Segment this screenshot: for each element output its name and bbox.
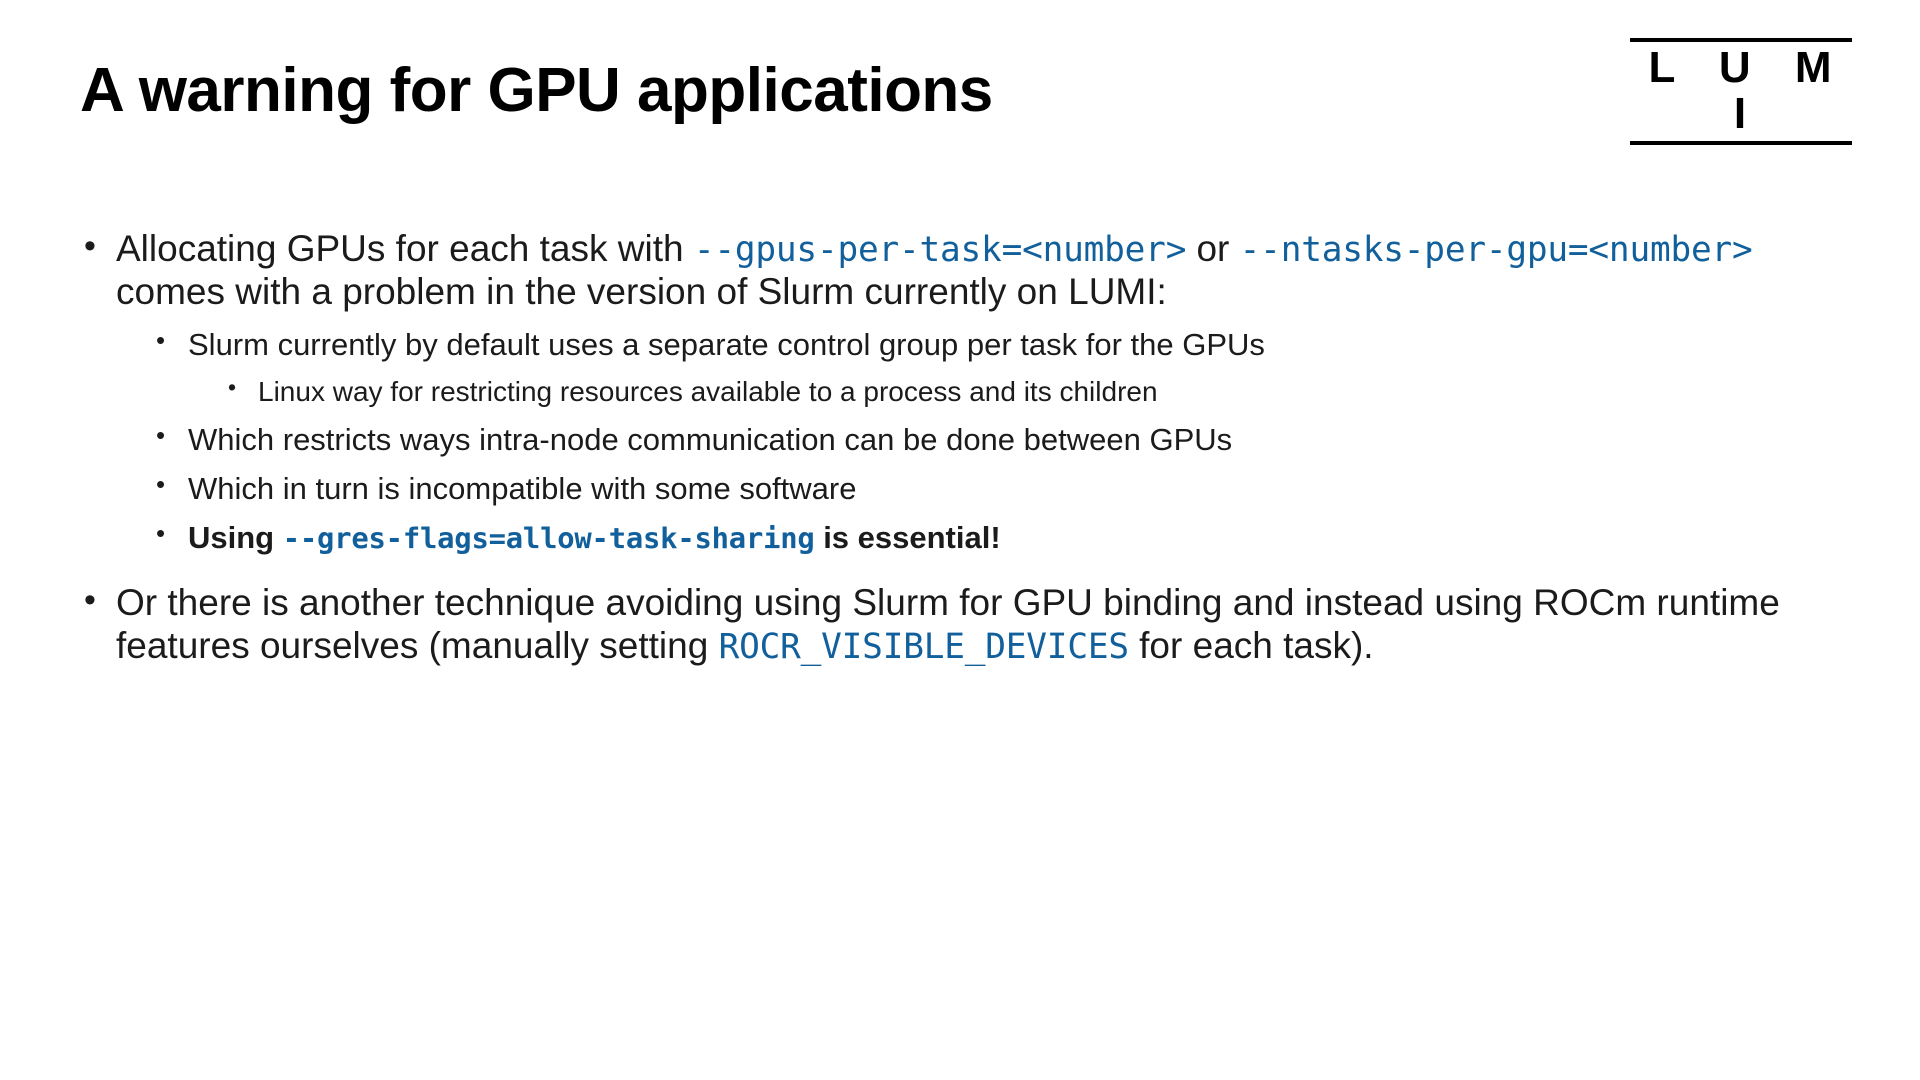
bullet-level2-gres-flags	[78, 519, 1868, 556]
bullet-text-part: Using	[188, 519, 283, 555]
logo-bottom-rule	[1630, 141, 1852, 145]
bullet-text: Which restricts ways intra-node communication can be done between GPUs	[188, 421, 1233, 457]
bullet-text: Which in turn is incompatible with some software	[188, 470, 857, 506]
bullet-level1-rocm-technique	[78, 582, 1868, 668]
bullet-glyph: •	[84, 227, 96, 265]
code-gres-flags-allow-task-sharing: --gres-flags=allow-task-sharing	[282, 520, 815, 555]
bullet-glyph: •	[156, 419, 166, 450]
page-title: A warning for GPU applications	[80, 56, 993, 125]
bullet-level1-allocating	[78, 228, 1868, 314]
bullet-level3-linux-way	[78, 375, 1868, 409]
bullet-text-part: comes with a problem in the version of Slurm currently on LUMI:	[116, 270, 1167, 312]
bullet-glyph: •	[228, 374, 237, 400]
bullet-text-part: is essential!	[814, 519, 1001, 555]
code-ntasks-per-gpu: --ntasks-per-gpu=<number>	[1239, 230, 1753, 270]
bullet-glyph: •	[156, 324, 166, 355]
bullet-glyph: •	[156, 517, 166, 548]
code-gpus-per-task: --gpus-per-task=<number>	[693, 230, 1187, 270]
bullet-text: Linux way for restricting resources available to a process and its children	[258, 376, 1158, 407]
bullet-level2-control-group	[78, 326, 1868, 363]
bullet-glyph: •	[84, 581, 96, 620]
bullet-level2-incompatible	[78, 470, 1868, 507]
bullet-text-part: Or there is another technique avoiding using Slurm for GPU binding and instead using ROCm runtime features ourselves (manually setting	[116, 582, 1780, 667]
code-rocr-visible-devices: ROCR_VISIBLE_DEVICES	[718, 627, 1129, 668]
bullet-text-part: or	[1186, 228, 1240, 269]
bullet-text-part: for each task).	[1128, 625, 1374, 667]
logo-text: L U M I	[1648, 43, 1848, 139]
slide-body	[78, 228, 1868, 674]
lumi-logo	[1630, 38, 1852, 145]
bullet-text: Slurm currently by default uses a separate control group per task for the GPUs	[188, 326, 1265, 362]
bullet-glyph: •	[156, 468, 166, 499]
bullet-text-part: Allocating GPUs for each task with	[116, 228, 694, 269]
bullet-level2-intra-node	[78, 421, 1868, 458]
